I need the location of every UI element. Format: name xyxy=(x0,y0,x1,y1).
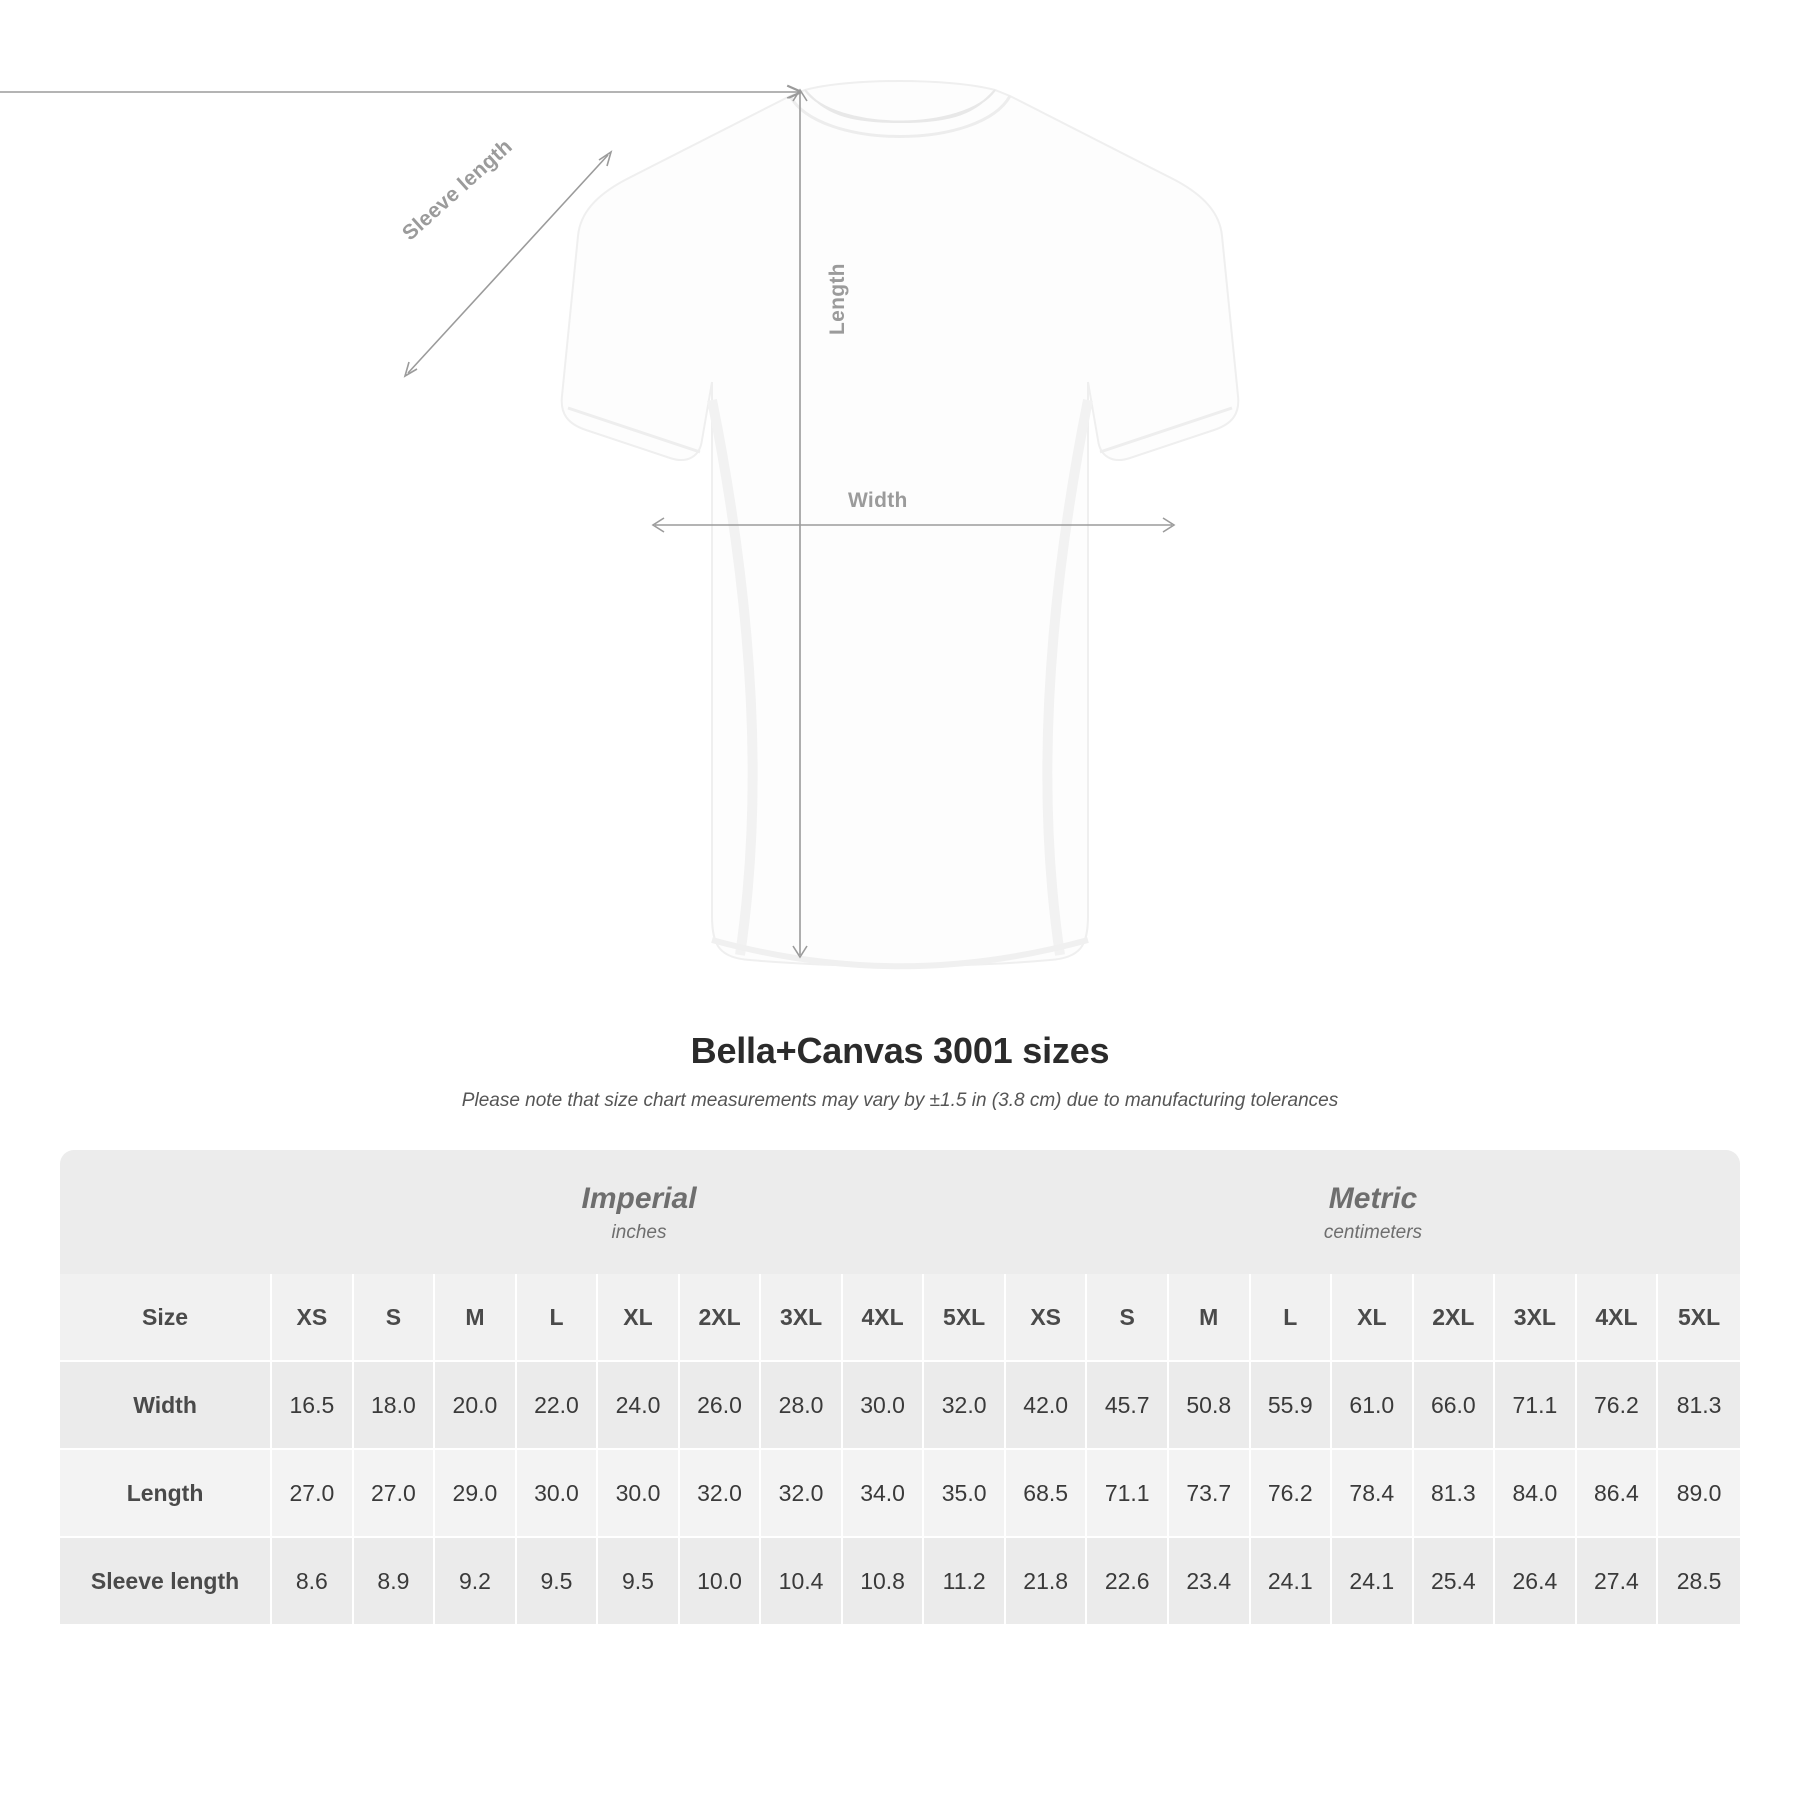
cell-width: 45.7 xyxy=(1087,1362,1169,1450)
size-header-cell: XL xyxy=(598,1274,680,1362)
cell-length: 89.0 xyxy=(1658,1450,1740,1538)
cell-sleeve: 26.4 xyxy=(1495,1538,1577,1626)
cell-length: 27.0 xyxy=(354,1450,436,1538)
cell-length: 76.2 xyxy=(1251,1450,1333,1538)
row-label-sleeve-length: Sleeve length xyxy=(60,1538,272,1626)
sleeve-length-label: Sleeve length xyxy=(398,134,517,246)
size-header-cell: M xyxy=(435,1274,517,1362)
size-header-cell: 5XL xyxy=(924,1274,1006,1362)
cell-length: 30.0 xyxy=(598,1450,680,1538)
cell-sleeve: 10.0 xyxy=(680,1538,762,1626)
cell-sleeve: 25.4 xyxy=(1414,1538,1496,1626)
cell-sleeve: 23.4 xyxy=(1169,1538,1251,1626)
table-row xyxy=(60,1450,1740,1538)
size-header-cell: 3XL xyxy=(1495,1274,1577,1362)
cell-length: 84.0 xyxy=(1495,1450,1577,1538)
title-block xyxy=(0,1030,1800,1112)
cell-width: 66.0 xyxy=(1414,1362,1496,1450)
cell-length: 73.7 xyxy=(1169,1450,1251,1538)
cell-width: 28.0 xyxy=(761,1362,843,1450)
unit-group-metric xyxy=(1006,1150,1740,1274)
unit-group-metric-sub: centimeters xyxy=(1323,1221,1423,1243)
size-header-cell: S xyxy=(1087,1274,1169,1362)
unit-group-imperial-name: Imperial xyxy=(581,1182,697,1216)
size-header-cell: 4XL xyxy=(843,1274,925,1362)
size-header-cell: 2XL xyxy=(680,1274,762,1362)
tshirt-shape xyxy=(562,81,1239,966)
unit-group-metric-name: Metric xyxy=(1328,1182,1418,1216)
cell-width: 55.9 xyxy=(1251,1362,1333,1450)
unit-group-imperial-sub: inches xyxy=(611,1221,667,1243)
width-label: Width xyxy=(848,489,908,512)
size-header-cell: 5XL xyxy=(1658,1274,1740,1362)
cell-width: 61.0 xyxy=(1332,1362,1414,1450)
unit-header-spacer xyxy=(60,1150,272,1274)
cell-sleeve: 9.5 xyxy=(517,1538,599,1626)
size-header-cell: XS xyxy=(1006,1274,1088,1362)
cell-length: 27.0 xyxy=(272,1450,354,1538)
unit-header-row xyxy=(60,1150,1740,1274)
size-header-cell: S xyxy=(354,1274,436,1362)
tolerance-note: Please note that size chart measurements may vary by ±1.5 in (3.8 cm) due to manufacturing tolerances xyxy=(461,1090,1339,1111)
cell-sleeve: 11.2 xyxy=(924,1538,1006,1626)
cell-width: 20.0 xyxy=(435,1362,517,1450)
cell-sleeve: 21.8 xyxy=(1006,1538,1088,1626)
cell-length: 78.4 xyxy=(1332,1450,1414,1538)
cell-width: 76.2 xyxy=(1577,1362,1659,1450)
cell-length: 68.5 xyxy=(1006,1450,1088,1538)
cell-length: 35.0 xyxy=(924,1450,1006,1538)
cell-length: 30.0 xyxy=(517,1450,599,1538)
cell-length: 32.0 xyxy=(680,1450,762,1538)
cell-sleeve: 9.5 xyxy=(598,1538,680,1626)
cell-length: 86.4 xyxy=(1577,1450,1659,1538)
cell-width: 18.0 xyxy=(354,1362,436,1450)
cell-width: 50.8 xyxy=(1169,1362,1251,1450)
size-header-cell: L xyxy=(517,1274,599,1362)
table-row xyxy=(60,1362,1740,1450)
size-table-wrapper xyxy=(60,1150,1740,1626)
cell-sleeve: 9.2 xyxy=(435,1538,517,1626)
size-table xyxy=(60,1150,1740,1626)
cell-width: 32.0 xyxy=(924,1362,1006,1450)
cell-width: 81.3 xyxy=(1658,1362,1740,1450)
cell-sleeve: 27.4 xyxy=(1577,1538,1659,1626)
cell-sleeve: 8.9 xyxy=(354,1538,436,1626)
unit-group-imperial xyxy=(272,1150,1006,1274)
cell-width: 22.0 xyxy=(517,1362,599,1450)
size-header-cell: XS xyxy=(272,1274,354,1362)
size-header-cell: 2XL xyxy=(1414,1274,1496,1362)
cell-width: 30.0 xyxy=(843,1362,925,1450)
cell-sleeve: 28.5 xyxy=(1658,1538,1740,1626)
cell-width: 26.0 xyxy=(680,1362,762,1450)
row-label-width: Width xyxy=(60,1362,272,1450)
cell-sleeve: 10.8 xyxy=(843,1538,925,1626)
size-header-cell: 4XL xyxy=(1577,1274,1659,1362)
cell-width: 42.0 xyxy=(1006,1362,1088,1450)
size-header-cell: M xyxy=(1169,1274,1251,1362)
length-label: Length xyxy=(826,263,849,335)
cell-length: 71.1 xyxy=(1087,1450,1169,1538)
size-header-label: Size xyxy=(60,1274,272,1362)
cell-width: 24.0 xyxy=(598,1362,680,1450)
size-header-row xyxy=(60,1274,1740,1362)
cell-sleeve: 24.1 xyxy=(1332,1538,1414,1626)
cell-width: 16.5 xyxy=(272,1362,354,1450)
cell-length: 29.0 xyxy=(435,1450,517,1538)
size-header-cell: L xyxy=(1251,1274,1333,1362)
cell-sleeve: 24.1 xyxy=(1251,1538,1333,1626)
cell-length: 81.3 xyxy=(1414,1450,1496,1538)
cell-length: 34.0 xyxy=(843,1450,925,1538)
cell-width: 71.1 xyxy=(1495,1362,1577,1450)
page-title: Bella+Canvas 3001 sizes xyxy=(690,1030,1110,1071)
cell-length: 32.0 xyxy=(761,1450,843,1538)
row-label-length: Length xyxy=(60,1450,272,1538)
cell-sleeve: 8.6 xyxy=(272,1538,354,1626)
size-header-cell: 3XL xyxy=(761,1274,843,1362)
table-row xyxy=(60,1538,1740,1626)
cell-sleeve: 10.4 xyxy=(761,1538,843,1626)
size-header-cell: XL xyxy=(1332,1274,1414,1362)
cell-sleeve: 22.6 xyxy=(1087,1538,1169,1626)
